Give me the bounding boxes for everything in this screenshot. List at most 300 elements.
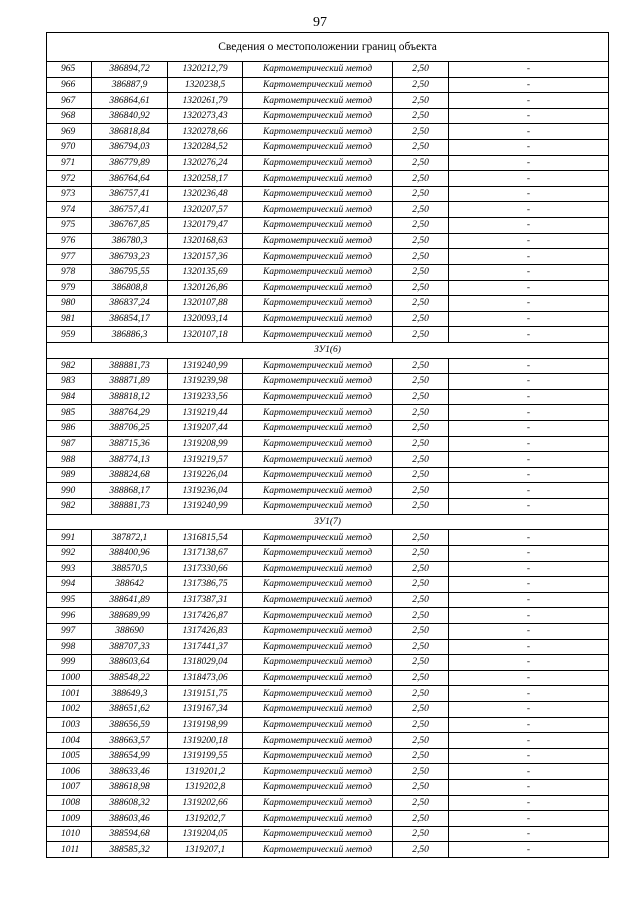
accuracy-cell: 2,50 xyxy=(393,233,449,249)
accuracy-cell: 2,50 xyxy=(393,77,449,93)
table-row xyxy=(47,670,609,686)
point-number-cell: 971 xyxy=(47,155,92,171)
table-row xyxy=(47,311,609,327)
accuracy-cell: 2,50 xyxy=(393,155,449,171)
table-row xyxy=(47,655,609,671)
point-number-cell: 997 xyxy=(47,623,92,639)
point-number-cell: 982 xyxy=(47,358,92,374)
table-row xyxy=(47,421,609,437)
table-row xyxy=(47,77,609,93)
y-coordinate-cell: 1319198,99 xyxy=(168,717,243,733)
method-cell: Картометрический метод xyxy=(243,233,393,249)
x-coordinate-cell: 388871,89 xyxy=(92,374,168,390)
accuracy-cell: 2,50 xyxy=(393,717,449,733)
point-number-cell: 981 xyxy=(47,311,92,327)
y-coordinate-cell: 1319240,99 xyxy=(168,499,243,515)
page-number: 97 xyxy=(313,15,327,30)
accuracy-cell: 2,50 xyxy=(393,389,449,405)
method-cell: Картометрический метод xyxy=(243,249,393,265)
y-coordinate-cell: 1319239,98 xyxy=(168,374,243,390)
table-row xyxy=(47,592,609,608)
point-number-cell: 965 xyxy=(47,62,92,78)
y-coordinate-cell: 1320273,43 xyxy=(168,108,243,124)
note-cell: - xyxy=(449,701,609,717)
note-cell: - xyxy=(449,452,609,468)
accuracy-cell: 2,50 xyxy=(393,811,449,827)
x-coordinate-cell: 388654,99 xyxy=(92,748,168,764)
y-coordinate-cell: 1319202,8 xyxy=(168,780,243,796)
table-row xyxy=(47,748,609,764)
accuracy-cell: 2,50 xyxy=(393,374,449,390)
table-row xyxy=(47,795,609,811)
y-coordinate-cell: 1317426,87 xyxy=(168,608,243,624)
note-cell: - xyxy=(449,171,609,187)
note-cell: - xyxy=(449,311,609,327)
table-row xyxy=(47,140,609,156)
accuracy-cell: 2,50 xyxy=(393,108,449,124)
point-number-cell: 977 xyxy=(47,249,92,265)
y-coordinate-cell: 1319219,57 xyxy=(168,452,243,468)
x-coordinate-cell: 388707,33 xyxy=(92,639,168,655)
x-coordinate-cell: 388824,68 xyxy=(92,467,168,483)
note-cell: - xyxy=(449,748,609,764)
x-coordinate-cell: 388594,68 xyxy=(92,826,168,842)
table-row xyxy=(47,327,609,343)
y-coordinate-cell: 1319233,56 xyxy=(168,389,243,405)
note-cell: - xyxy=(449,249,609,265)
accuracy-cell: 2,50 xyxy=(393,358,449,374)
y-coordinate-cell: 1319207,44 xyxy=(168,421,243,437)
accuracy-cell: 2,50 xyxy=(393,577,449,593)
accuracy-cell: 2,50 xyxy=(393,436,449,452)
y-coordinate-cell: 1319207,1 xyxy=(168,842,243,858)
x-coordinate-cell: 388585,32 xyxy=(92,842,168,858)
table-row xyxy=(47,686,609,702)
method-cell: Картометрический метод xyxy=(243,748,393,764)
point-number-cell: 1011 xyxy=(47,842,92,858)
accuracy-cell: 2,50 xyxy=(393,608,449,624)
x-coordinate-cell: 388548,22 xyxy=(92,670,168,686)
note-cell: - xyxy=(449,108,609,124)
note-cell: - xyxy=(449,421,609,437)
accuracy-cell: 2,50 xyxy=(393,623,449,639)
table-row xyxy=(47,218,609,234)
table-row xyxy=(47,717,609,733)
point-number-cell: 982 xyxy=(47,499,92,515)
y-coordinate-cell: 1320258,17 xyxy=(168,171,243,187)
y-coordinate-cell: 1320126,86 xyxy=(168,280,243,296)
accuracy-cell: 2,50 xyxy=(393,264,449,280)
point-number-cell: 988 xyxy=(47,452,92,468)
y-coordinate-cell: 1320135,69 xyxy=(168,264,243,280)
table-title: Сведения о местоположении границ объекта xyxy=(47,33,609,62)
accuracy-cell: 2,50 xyxy=(393,545,449,561)
accuracy-cell: 2,50 xyxy=(393,701,449,717)
accuracy-cell: 2,50 xyxy=(393,764,449,780)
method-cell: Картометрический метод xyxy=(243,202,393,218)
point-number-cell: 985 xyxy=(47,405,92,421)
note-cell: - xyxy=(449,499,609,515)
y-coordinate-cell: 1319167,34 xyxy=(168,701,243,717)
point-number-cell: 983 xyxy=(47,374,92,390)
x-coordinate-cell: 387872,1 xyxy=(92,530,168,546)
x-coordinate-cell: 386779,89 xyxy=(92,155,168,171)
method-cell: Картометрический метод xyxy=(243,374,393,390)
point-number-cell: 998 xyxy=(47,639,92,655)
method-cell: Картометрический метод xyxy=(243,389,393,405)
accuracy-cell: 2,50 xyxy=(393,249,449,265)
point-number-cell: 966 xyxy=(47,77,92,93)
note-cell: - xyxy=(449,608,609,624)
method-cell: Картометрический метод xyxy=(243,108,393,124)
y-coordinate-cell: 1318029,04 xyxy=(168,655,243,671)
point-number-cell: 1002 xyxy=(47,701,92,717)
table-title-row xyxy=(47,33,609,62)
x-coordinate-cell: 388868,17 xyxy=(92,483,168,499)
note-cell: - xyxy=(449,77,609,93)
method-cell: Картометрический метод xyxy=(243,311,393,327)
point-number-cell: 1005 xyxy=(47,748,92,764)
method-cell: Картометрический метод xyxy=(243,717,393,733)
x-coordinate-cell: 386757,41 xyxy=(92,186,168,202)
method-cell: Картометрический метод xyxy=(243,483,393,499)
y-coordinate-cell: 1320107,18 xyxy=(168,327,243,343)
note-cell: - xyxy=(449,670,609,686)
note-cell: - xyxy=(449,592,609,608)
note-cell: - xyxy=(449,483,609,499)
x-coordinate-cell: 386767,85 xyxy=(92,218,168,234)
point-number-cell: 970 xyxy=(47,140,92,156)
y-coordinate-cell: 1317441,37 xyxy=(168,639,243,655)
point-number-cell: 973 xyxy=(47,186,92,202)
x-coordinate-cell: 386886,3 xyxy=(92,327,168,343)
accuracy-cell: 2,50 xyxy=(393,842,449,858)
note-cell: - xyxy=(449,327,609,343)
accuracy-cell: 2,50 xyxy=(393,592,449,608)
accuracy-cell: 2,50 xyxy=(393,561,449,577)
method-cell: Картометрический метод xyxy=(243,530,393,546)
method-cell: Картометрический метод xyxy=(243,327,393,343)
accuracy-cell: 2,50 xyxy=(393,795,449,811)
section-row xyxy=(47,342,609,358)
y-coordinate-cell: 1319204,05 xyxy=(168,826,243,842)
accuracy-cell: 2,50 xyxy=(393,311,449,327)
x-coordinate-cell: 386780,3 xyxy=(92,233,168,249)
boundary-coordinates-table xyxy=(46,32,609,858)
method-cell: Картометрический метод xyxy=(243,62,393,78)
note-cell: - xyxy=(449,811,609,827)
note-cell: - xyxy=(449,842,609,858)
x-coordinate-cell: 388400,96 xyxy=(92,545,168,561)
x-coordinate-cell: 388603,46 xyxy=(92,811,168,827)
point-number-cell: 987 xyxy=(47,436,92,452)
y-coordinate-cell: 1320207,57 xyxy=(168,202,243,218)
point-number-cell: 986 xyxy=(47,421,92,437)
table-row xyxy=(47,280,609,296)
note-cell: - xyxy=(449,186,609,202)
table-row xyxy=(47,296,609,312)
accuracy-cell: 2,50 xyxy=(393,171,449,187)
method-cell: Картометрический метод xyxy=(243,670,393,686)
method-cell: Картометрический метод xyxy=(243,218,393,234)
accuracy-cell: 2,50 xyxy=(393,452,449,468)
y-coordinate-cell: 1320093,14 xyxy=(168,311,243,327)
table-row xyxy=(47,124,609,140)
method-cell: Картометрический метод xyxy=(243,467,393,483)
table-row xyxy=(47,186,609,202)
x-coordinate-cell: 386854,17 xyxy=(92,311,168,327)
y-coordinate-cell: 1318473,06 xyxy=(168,670,243,686)
y-coordinate-cell: 1320212,79 xyxy=(168,62,243,78)
table-row xyxy=(47,811,609,827)
y-coordinate-cell: 1319201,2 xyxy=(168,764,243,780)
x-coordinate-cell: 388774,13 xyxy=(92,452,168,468)
note-cell: - xyxy=(449,655,609,671)
accuracy-cell: 2,50 xyxy=(393,124,449,140)
point-number-cell: 1007 xyxy=(47,780,92,796)
method-cell: Картометрический метод xyxy=(243,452,393,468)
note-cell: - xyxy=(449,405,609,421)
table-row xyxy=(47,780,609,796)
y-coordinate-cell: 1320168,63 xyxy=(168,233,243,249)
note-cell: - xyxy=(449,530,609,546)
point-number-cell: 969 xyxy=(47,124,92,140)
method-cell: Картометрический метод xyxy=(243,124,393,140)
y-coordinate-cell: 1319200,18 xyxy=(168,733,243,749)
point-number-cell: 968 xyxy=(47,108,92,124)
note-cell: - xyxy=(449,218,609,234)
point-number-cell: 980 xyxy=(47,296,92,312)
x-coordinate-cell: 386794,03 xyxy=(92,140,168,156)
accuracy-cell: 2,50 xyxy=(393,62,449,78)
method-cell: Картометрический метод xyxy=(243,264,393,280)
table-row xyxy=(47,108,609,124)
table-row xyxy=(47,93,609,109)
y-coordinate-cell: 1319199,55 xyxy=(168,748,243,764)
x-coordinate-cell: 388818,12 xyxy=(92,389,168,405)
y-coordinate-cell: 1320157,36 xyxy=(168,249,243,265)
point-number-cell: 1009 xyxy=(47,811,92,827)
table-row xyxy=(47,545,609,561)
y-coordinate-cell: 1319236,04 xyxy=(168,483,243,499)
accuracy-cell: 2,50 xyxy=(393,639,449,655)
table-row xyxy=(47,62,609,78)
x-coordinate-cell: 388656,59 xyxy=(92,717,168,733)
point-number-cell: 1004 xyxy=(47,733,92,749)
table-row xyxy=(47,452,609,468)
note-cell: - xyxy=(449,436,609,452)
accuracy-cell: 2,50 xyxy=(393,530,449,546)
method-cell: Картометрический метод xyxy=(243,77,393,93)
table-row xyxy=(47,530,609,546)
point-number-cell: 1006 xyxy=(47,764,92,780)
table-row xyxy=(47,826,609,842)
x-coordinate-cell: 386864,61 xyxy=(92,93,168,109)
y-coordinate-cell: 1320276,24 xyxy=(168,155,243,171)
y-coordinate-cell: 1320238,5 xyxy=(168,77,243,93)
x-coordinate-cell: 388608,32 xyxy=(92,795,168,811)
accuracy-cell: 2,50 xyxy=(393,655,449,671)
x-coordinate-cell: 388881,73 xyxy=(92,499,168,515)
x-coordinate-cell: 388642 xyxy=(92,577,168,593)
table-row xyxy=(47,639,609,655)
x-coordinate-cell: 386795,55 xyxy=(92,264,168,280)
method-cell: Картометрический метод xyxy=(243,592,393,608)
table-row xyxy=(47,202,609,218)
x-coordinate-cell: 386808,8 xyxy=(92,280,168,296)
section-label: ЗУ1(6) xyxy=(47,342,609,358)
note-cell: - xyxy=(449,155,609,171)
point-number-cell: 959 xyxy=(47,327,92,343)
accuracy-cell: 2,50 xyxy=(393,826,449,842)
x-coordinate-cell: 388706,25 xyxy=(92,421,168,437)
method-cell: Картометрический метод xyxy=(243,764,393,780)
method-cell: Картометрический метод xyxy=(243,296,393,312)
y-coordinate-cell: 1320284,52 xyxy=(168,140,243,156)
note-cell: - xyxy=(449,124,609,140)
table-row xyxy=(47,608,609,624)
table-row xyxy=(47,467,609,483)
y-coordinate-cell: 1317386,75 xyxy=(168,577,243,593)
y-coordinate-cell: 1319208,99 xyxy=(168,436,243,452)
method-cell: Картометрический метод xyxy=(243,639,393,655)
y-coordinate-cell: 1320236,48 xyxy=(168,186,243,202)
note-cell: - xyxy=(449,467,609,483)
table-row xyxy=(47,577,609,593)
note-cell: - xyxy=(449,545,609,561)
method-cell: Картометрический метод xyxy=(243,623,393,639)
accuracy-cell: 2,50 xyxy=(393,686,449,702)
y-coordinate-cell: 1319219,44 xyxy=(168,405,243,421)
accuracy-cell: 2,50 xyxy=(393,467,449,483)
point-number-cell: 990 xyxy=(47,483,92,499)
note-cell: - xyxy=(449,202,609,218)
method-cell: Картометрический метод xyxy=(243,499,393,515)
y-coordinate-cell: 1319151,75 xyxy=(168,686,243,702)
x-coordinate-cell: 388603,64 xyxy=(92,655,168,671)
note-cell: - xyxy=(449,795,609,811)
note-cell: - xyxy=(449,577,609,593)
y-coordinate-cell: 1319240,99 xyxy=(168,358,243,374)
method-cell: Картометрический метод xyxy=(243,405,393,421)
accuracy-cell: 2,50 xyxy=(393,780,449,796)
method-cell: Картометрический метод xyxy=(243,608,393,624)
accuracy-cell: 2,50 xyxy=(393,670,449,686)
point-number-cell: 976 xyxy=(47,233,92,249)
note-cell: - xyxy=(449,140,609,156)
x-coordinate-cell: 386818,84 xyxy=(92,124,168,140)
x-coordinate-cell: 388651,62 xyxy=(92,701,168,717)
method-cell: Картометрический метод xyxy=(243,577,393,593)
x-coordinate-cell: 388570,5 xyxy=(92,561,168,577)
note-cell: - xyxy=(449,62,609,78)
x-coordinate-cell: 388618,98 xyxy=(92,780,168,796)
method-cell: Картометрический метод xyxy=(243,436,393,452)
point-number-cell: 994 xyxy=(47,577,92,593)
y-coordinate-cell: 1316815,54 xyxy=(168,530,243,546)
table-row xyxy=(47,436,609,452)
section-label: ЗУ1(7) xyxy=(47,514,609,530)
table-row xyxy=(47,249,609,265)
note-cell: - xyxy=(449,93,609,109)
method-cell: Картометрический метод xyxy=(243,545,393,561)
x-coordinate-cell: 386757,41 xyxy=(92,202,168,218)
table-row xyxy=(47,264,609,280)
point-number-cell: 978 xyxy=(47,264,92,280)
method-cell: Картометрический метод xyxy=(243,655,393,671)
x-coordinate-cell: 386764,64 xyxy=(92,171,168,187)
point-number-cell: 993 xyxy=(47,561,92,577)
note-cell: - xyxy=(449,264,609,280)
x-coordinate-cell: 386894,72 xyxy=(92,62,168,78)
x-coordinate-cell: 386793,23 xyxy=(92,249,168,265)
method-cell: Картометрический метод xyxy=(243,780,393,796)
accuracy-cell: 2,50 xyxy=(393,483,449,499)
note-cell: - xyxy=(449,826,609,842)
table-row xyxy=(47,499,609,515)
method-cell: Картометрический метод xyxy=(243,733,393,749)
method-cell: Картометрический метод xyxy=(243,280,393,296)
point-number-cell: 1003 xyxy=(47,717,92,733)
point-number-cell: 1000 xyxy=(47,670,92,686)
x-coordinate-cell: 388641,89 xyxy=(92,592,168,608)
method-cell: Картометрический метод xyxy=(243,140,393,156)
note-cell: - xyxy=(449,233,609,249)
accuracy-cell: 2,50 xyxy=(393,748,449,764)
table-body xyxy=(47,33,609,858)
table-row xyxy=(47,233,609,249)
point-number-cell: 992 xyxy=(47,545,92,561)
x-coordinate-cell: 388689,99 xyxy=(92,608,168,624)
table-row xyxy=(47,405,609,421)
note-cell: - xyxy=(449,780,609,796)
accuracy-cell: 2,50 xyxy=(393,218,449,234)
note-cell: - xyxy=(449,717,609,733)
x-coordinate-cell: 388690 xyxy=(92,623,168,639)
x-coordinate-cell: 388881,73 xyxy=(92,358,168,374)
x-coordinate-cell: 388633,46 xyxy=(92,764,168,780)
y-coordinate-cell: 1317426,83 xyxy=(168,623,243,639)
point-number-cell: 991 xyxy=(47,530,92,546)
accuracy-cell: 2,50 xyxy=(393,499,449,515)
point-number-cell: 972 xyxy=(47,171,92,187)
accuracy-cell: 2,50 xyxy=(393,202,449,218)
note-cell: - xyxy=(449,374,609,390)
x-coordinate-cell: 388764,29 xyxy=(92,405,168,421)
method-cell: Картометрический метод xyxy=(243,561,393,577)
accuracy-cell: 2,50 xyxy=(393,280,449,296)
point-number-cell: 967 xyxy=(47,93,92,109)
y-coordinate-cell: 1317138,67 xyxy=(168,545,243,561)
table-row xyxy=(47,701,609,717)
table-row xyxy=(47,389,609,405)
x-coordinate-cell: 388649,3 xyxy=(92,686,168,702)
point-number-cell: 975 xyxy=(47,218,92,234)
y-coordinate-cell: 1319226,04 xyxy=(168,467,243,483)
accuracy-cell: 2,50 xyxy=(393,186,449,202)
y-coordinate-cell: 1319202,7 xyxy=(168,811,243,827)
table-row xyxy=(47,358,609,374)
accuracy-cell: 2,50 xyxy=(393,93,449,109)
point-number-cell: 999 xyxy=(47,655,92,671)
accuracy-cell: 2,50 xyxy=(393,327,449,343)
method-cell: Картометрический метод xyxy=(243,686,393,702)
y-coordinate-cell: 1317330,66 xyxy=(168,561,243,577)
x-coordinate-cell: 388715,36 xyxy=(92,436,168,452)
table-row xyxy=(47,374,609,390)
method-cell: Картометрический метод xyxy=(243,186,393,202)
note-cell: - xyxy=(449,358,609,374)
